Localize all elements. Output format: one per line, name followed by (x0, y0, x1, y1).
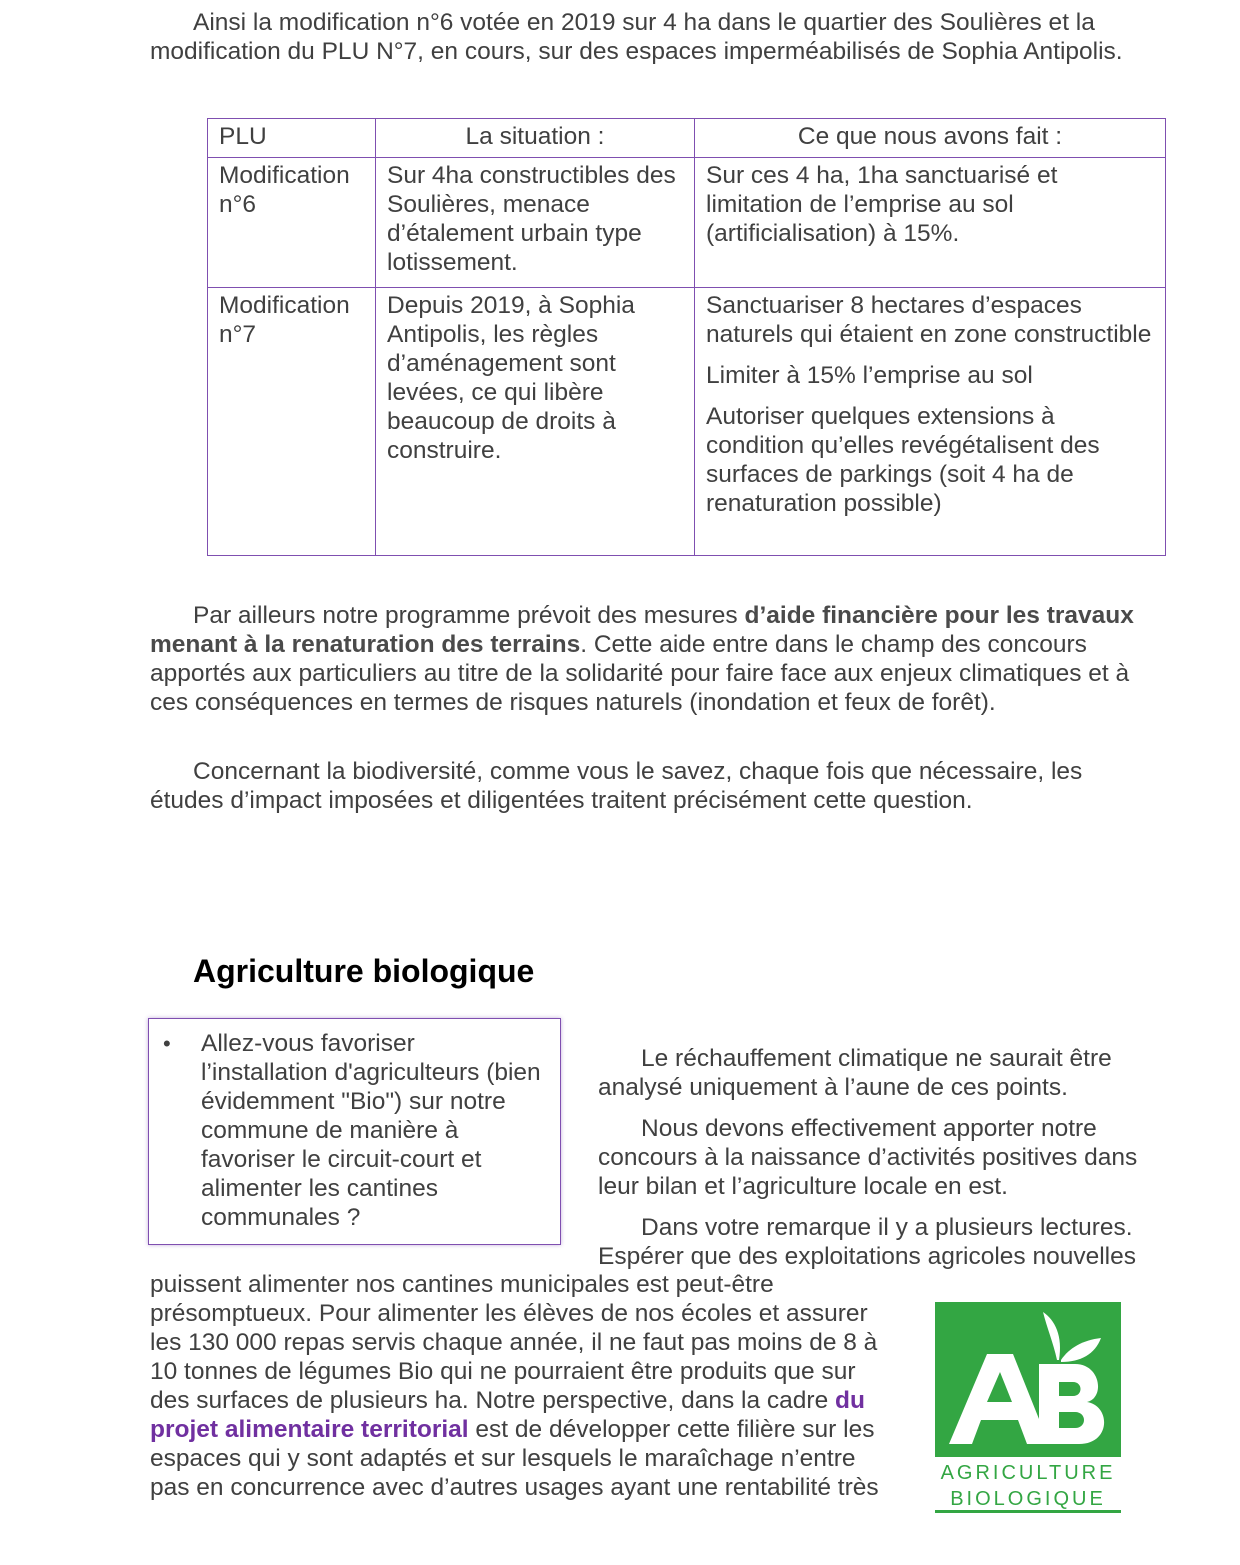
ab-logo-underline (935, 1510, 1121, 1513)
question-box (148, 1018, 561, 1245)
ab-letters-icon (935, 1302, 1121, 1457)
done-item: Autoriser quelques extensions à condition qu’elles revégétalisent des surfaces de parkings (soit 4 ha de renaturation possible) (706, 403, 1100, 517)
answer-paragraph: Le réchauffement climatique ne saurait être analysé uniquement à l’aune de ces points. (598, 1045, 1112, 1101)
table-cell-done: Sur ces 4 ha, 1ha sanctuarisé et limitation de l’emprise au sol (artificialisation) à 15%. (695, 158, 1166, 288)
table-cell-situation: Sur 4ha constructibles des Soulières, menace d’étalement urbain type lotissement. (376, 158, 695, 288)
table-header-plu: PLU (208, 119, 376, 158)
answer-paragraph: Dans votre remarque il y a plusieurs lectures. Espérer que des exploitations agricoles nouvelles (598, 1214, 1136, 1270)
aide-emphasis: d’aide financière pour les travaux menant à la renaturation des terrains (150, 602, 1134, 658)
intro-paragraph: Ainsi la modification n°6 votée en 2019 sur 4 ha dans le quartier des Soulières et la modification du PLU N°7, en cours, sur des espaces imperméabilisés de Sophia Antipolis. (150, 9, 1123, 65)
ab-logo-badge (935, 1302, 1121, 1457)
aide-paragraph: Par ailleurs notre programme prévoit des mesures d’aide financière pour les travaux menant à la renaturation des terrains. Cette aide entre dans le champ des concours apportés aux particuliers au titre de la solidarité pour faire face aux enjeux climatiques et à ces conséquences en termes de risques naturels (inondation et feux de forêt). (150, 602, 1134, 716)
section-heading: Agriculture biologique (193, 953, 535, 989)
plu-table (207, 118, 1166, 556)
table-row (208, 288, 1166, 556)
answer-paragraph: Nous devons effectivement apporter notre concours à la naissance d’activités positives dans leur bilan et l’agriculture locale en est. (598, 1115, 1138, 1200)
table-cell-situation: Depuis 2019, à Sophia Antipolis, les règles d’aménagement sont levées, ce qui libère beaucoup de droits à construire. (376, 288, 695, 556)
table-cell-plu: Modification n°6 (208, 158, 376, 288)
table-row (208, 158, 1166, 288)
done-item: Sanctuariser 8 hectares d’espaces naturels qui étaient en zone constructible (706, 292, 1152, 348)
projet-alimentaire-link[interactable]: du projet alimentaire territorial (150, 1387, 865, 1443)
table-header-row (208, 119, 1166, 158)
ab-logo-label: AGRICULTURE BIOLOGIQUE (940, 1462, 1116, 1510)
ab-logo (934, 1302, 1122, 1514)
question-text: Allez-vous favoriser l’installation d'agriculteurs (bien évidemment "Bio") sur notre commune de manière à favoriser le circuit-court et alimenter les cantines communales ? (201, 1030, 541, 1231)
table-header-situation: La situation : (376, 119, 695, 158)
table-header-done: Ce que nous avons fait : (695, 119, 1166, 158)
answer-column (598, 1044, 1158, 1271)
table-cell-plu: Modification n°7 (208, 288, 376, 556)
biodiversity-paragraph: Concernant la biodiversité, comme vous le savez, chaque fois que nécessaire, les études d’impact imposées et diligentées traitent précisément cette question. (150, 758, 1083, 814)
bottom-paragraph: puissent alimenter nos cantines municipales est peut-être présomptueux. Pour alimenter les élèves de nos écoles et assurer les 130 000 repas servis chaque année, il ne faut pas moins de 8 à 10 tonnes de légumes Bio qui ne pourraient être produits que sur des surfaces de plusieurs ha. Notre perspective, dans la cadre du projet alimentaire territorial est de développer cette filière sur les espaces qui y sont adaptés et sur lesquels le maraîchage n’entre pas en concurrence avec d’autres usages ayant une rentabilité très (150, 1271, 879, 1501)
done-item: Limiter à 15% l’emprise au sol (706, 362, 1033, 389)
table-cell-done (695, 288, 1166, 556)
bullet-icon: • (163, 1031, 171, 1056)
